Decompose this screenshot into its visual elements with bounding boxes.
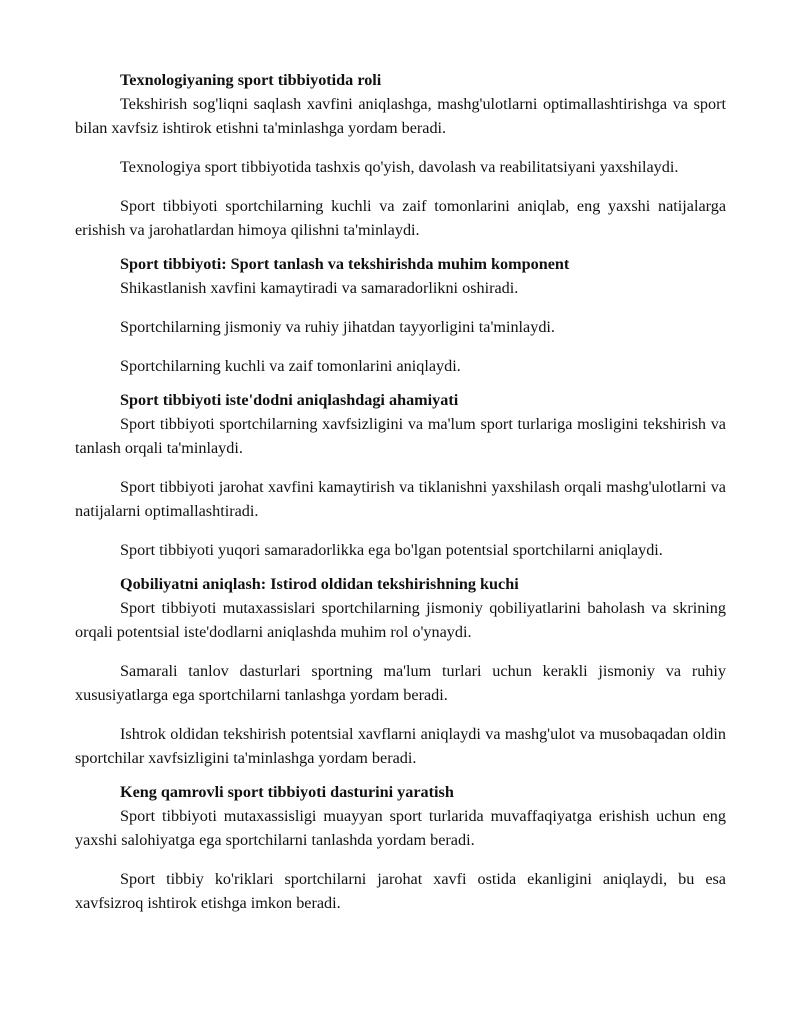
section-talent-importance: [75, 388, 726, 562]
section-heading: Sport tibbiyoti: Sport tanlash va tekshirishda muhim komponent: [120, 255, 570, 273]
paragraph: Sport tibbiyoti mutaxassislari sportchilarning jismoniy qobiliyatlarini baholash va skrining orqali potentsial iste'dodlarni aniqlashda muhim rol o'ynaydi.: [75, 599, 726, 641]
section-comprehensive-program: [75, 780, 726, 915]
paragraph: Sport tibbiyoti yuqori samaradorlikka ega bo'lgan potentsial sportchilarni aniqlaydi.: [120, 541, 663, 559]
document-page: [75, 68, 726, 925]
paragraph: Sport tibbiyoti mutaxassisligi muayyan sport turlarida muvaffaqiyatga erishish uchun eng yaxshi salohiyatga ega sportchilarni tanlashda yordam beradi.: [75, 807, 726, 849]
paragraph: Sportchilarning kuchli va zaif tomonlarini aniqlaydi.: [120, 357, 461, 375]
section-ability-detection: [75, 572, 726, 770]
paragraph: Tekshirish sog'liqni saqlash xavfini aniqlashga, mashg'ulotlarni optimallashtirishga va sport bilan xavfsiz ishtirok etishni ta'minlashga yordam beradi.: [75, 95, 726, 137]
paragraph: Ishtrok oldidan tekshirish potentsial xavflarni aniqlaydi va mashg'ulot va musobaqadan oldin sportchilar xavfsizligini ta'minlashga yordam beradi.: [75, 725, 726, 767]
paragraph: Sport tibbiy ko'riklari sportchilarni jarohat xavfi ostida ekanligini aniqlaydi, bu esa xavfsizroq ishtirok etishga imkon beradi.: [75, 870, 726, 912]
paragraph: Samarali tanlov dasturlari sportning ma'lum turlari uchun kerakli jismoniy va ruhiy xususiyatlarga ega sportchilarni tanlashga yordam beradi.: [75, 662, 726, 704]
paragraph: Sportchilarning jismoniy va ruhiy jihatdan tayyorligini ta'minlaydi.: [120, 318, 555, 336]
section-heading: Sport tibbiyoti iste'dodni aniqlashdagi ahamiyati: [120, 391, 459, 409]
paragraph: Texnologiya sport tibbiyotida tashxis qo'yish, davolash va reabilitatsiyani yaxshilaydi.: [120, 158, 679, 176]
section-heading: Qobiliyatni aniqlash: Istirod oldidan tekshirishning kuchi: [120, 575, 519, 593]
paragraph: Sport tibbiyoti sportchilarning kuchli va zaif tomonlarini aniqlab, eng yaxshi natijalarga erishish va jarohatlardan himoya qilishni ta'minlaydi.: [75, 197, 726, 239]
paragraph: Sport tibbiyoti sportchilarning xavfsizligini va ma'lum sport turlariga mosligini tekshirish va tanlash orqali ta'minlaydi.: [75, 415, 726, 457]
paragraph: Sport tibbiyoti jarohat xavfini kamaytirish va tiklanishni yaxshilash orqali mashg'ulotlarni va natijalarni optimallashtiradi.: [75, 478, 726, 520]
paragraph: Shikastlanish xavfini kamaytiradi va samaradorlikni oshiradi.: [120, 279, 519, 297]
section-heading: Keng qamrovli sport tibbiyoti dasturini yaratish: [120, 783, 454, 801]
section-heading: Texnologiyaning sport tibbiyotida roli: [120, 71, 382, 89]
section-sport-selection: [75, 252, 726, 378]
section-technology-role: [75, 68, 726, 242]
